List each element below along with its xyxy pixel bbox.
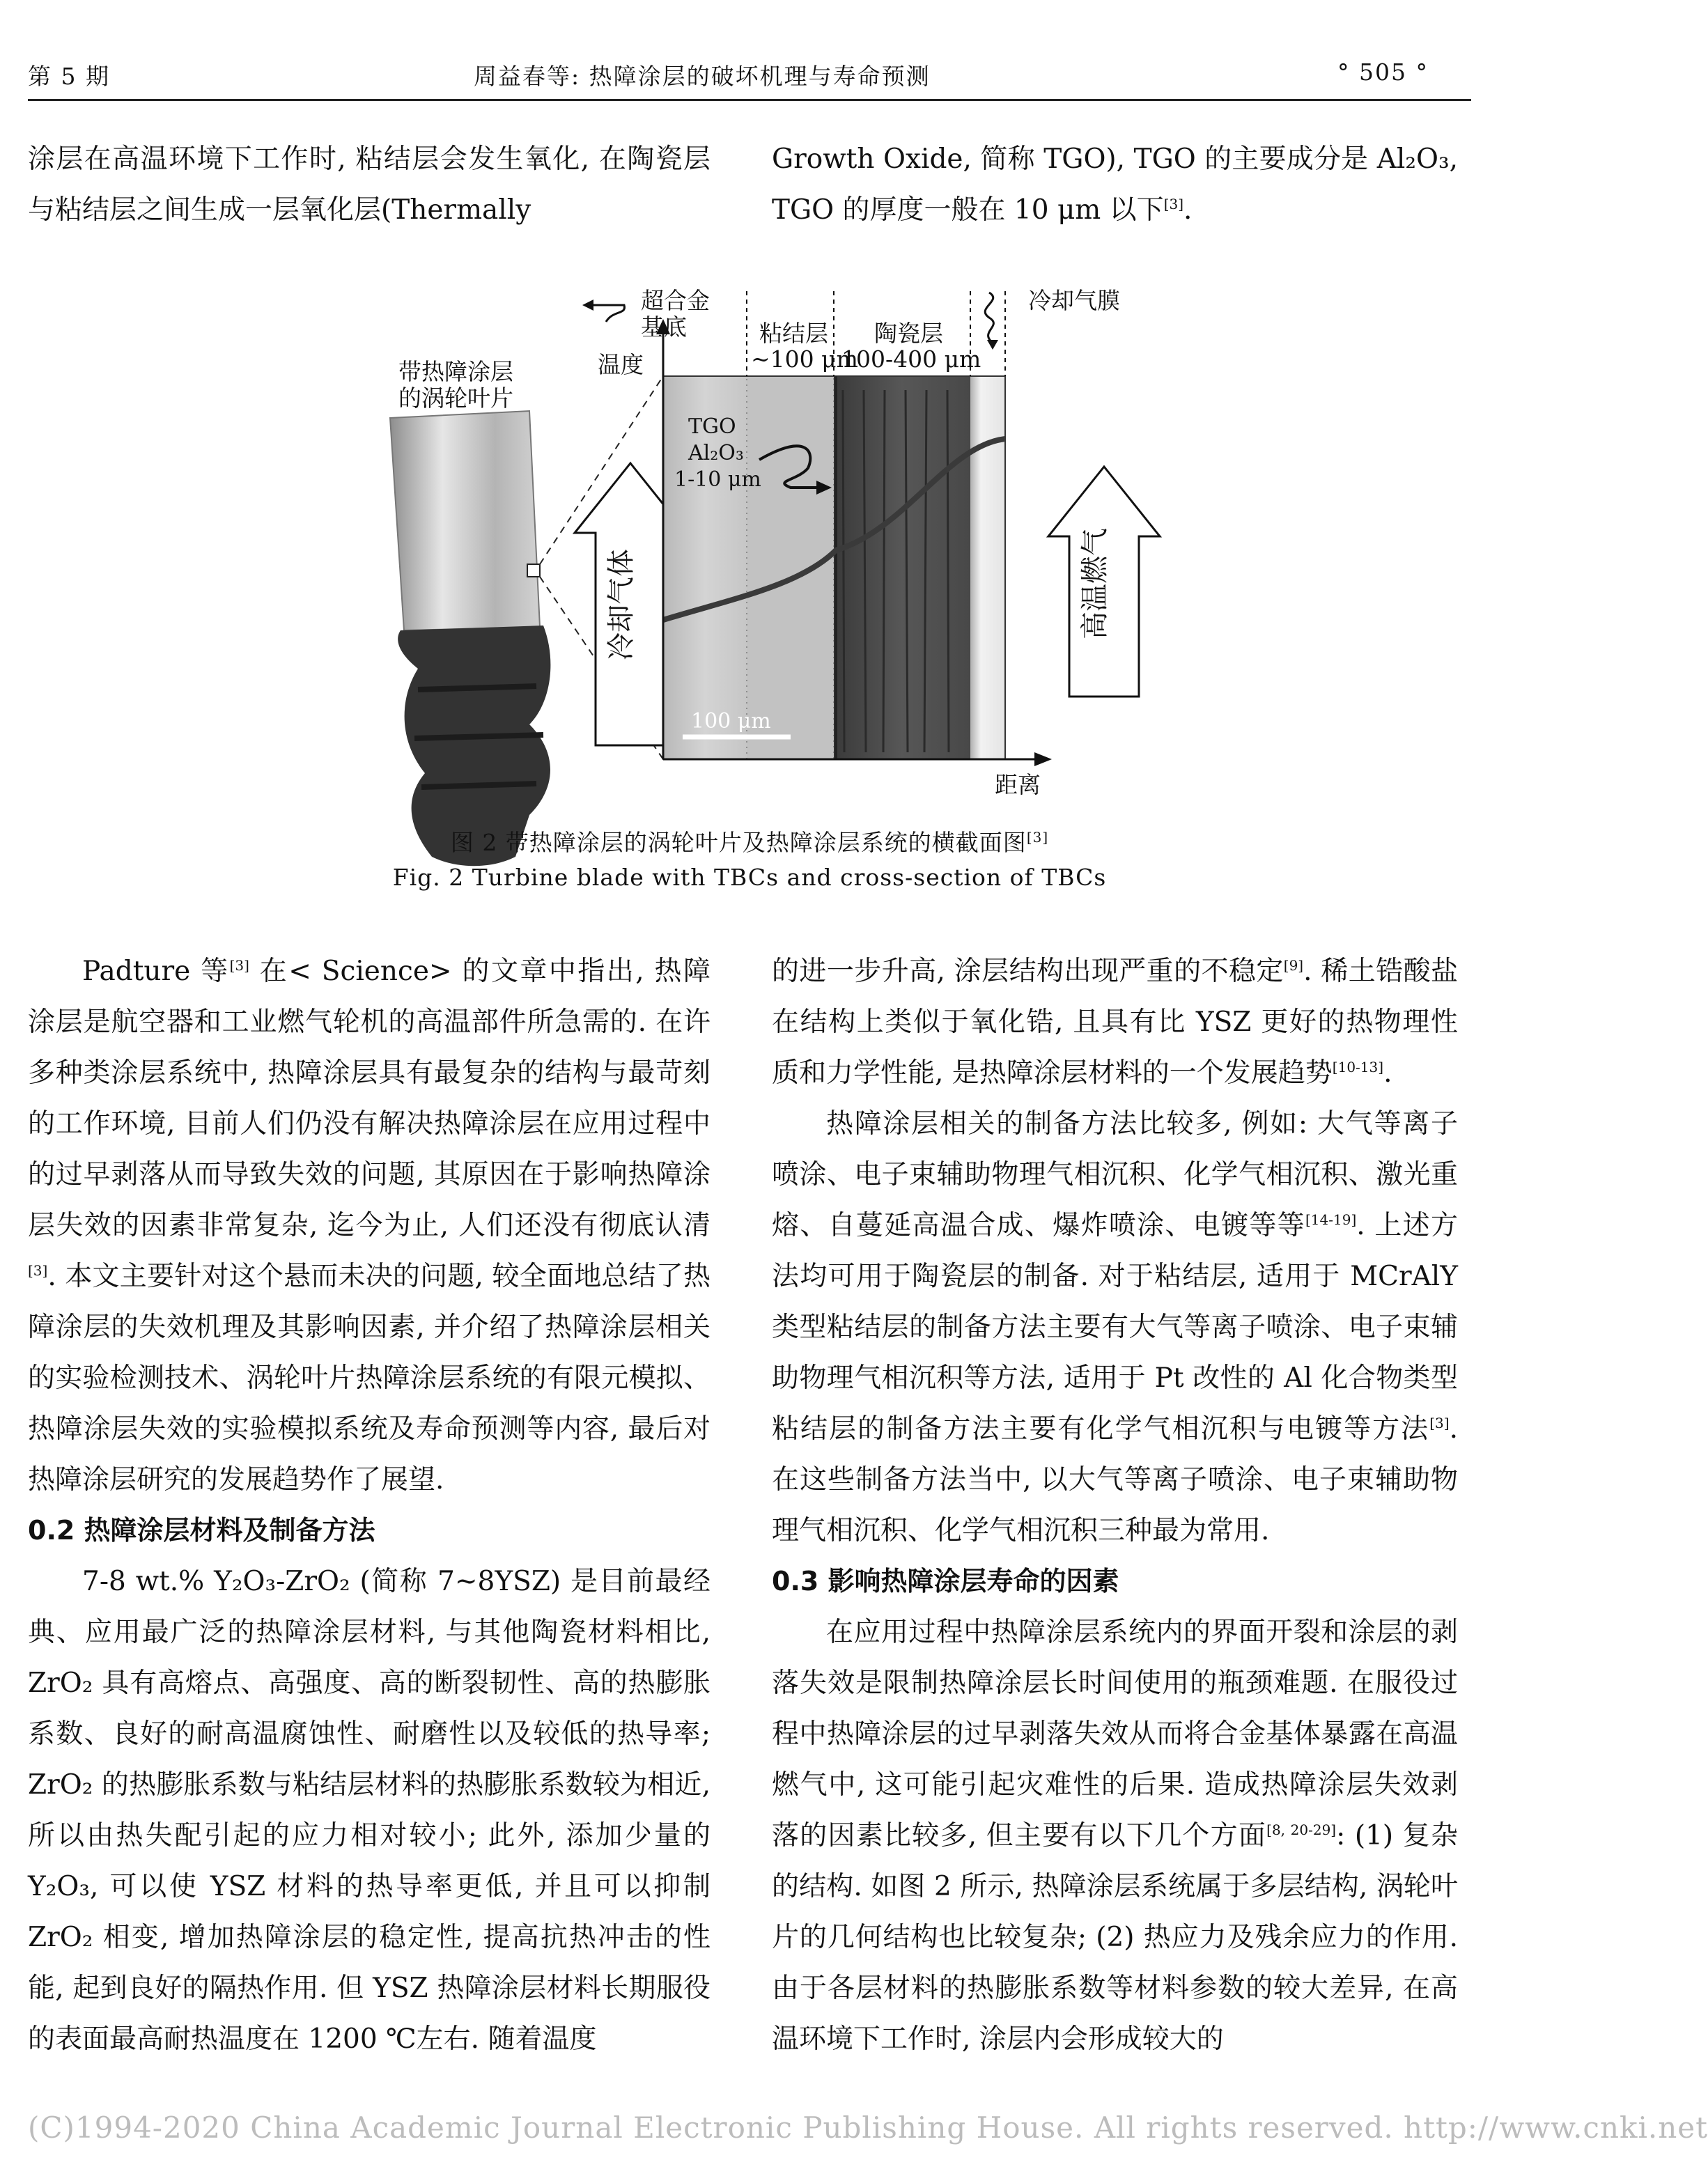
left-paragraph-1 [28, 946, 711, 1505]
tgo-label-1: TGO [688, 414, 736, 439]
text-run: . 上述方法均可用于陶瓷层的制备. 对于粘结层, 适用于 MCrAlY 类型粘结层的制备方法主要有大气等离子喷涂、电子束辅助物理气相沉积等方法, 适用于 Pt 改性的 Al 化合物类型粘结层的制备方法主要有化学气相沉积与电镀等方法 [772, 1210, 1458, 1445]
citation: [9] [1283, 957, 1304, 974]
scale-label: 100 μm [691, 709, 771, 733]
citation: [3] [229, 957, 249, 974]
page-number: ° 505 ° [1337, 59, 1429, 86]
caption-cn [0, 825, 1499, 857]
section-heading-0-2: 0.2 热障涂层材料及制备方法 [28, 1515, 375, 1546]
text-run: . [1383, 1057, 1392, 1089]
temperature-label: 温度 [598, 351, 644, 378]
right-paragraph-3 [772, 1607, 1458, 2065]
text-run: . 在这些制备方法当中, 以大气等离子喷涂、电子束辅助物理气相沉积、化学气相沉积三种最为常用. [772, 1413, 1458, 1546]
turbine-blade-image [390, 411, 550, 866]
left-paragraph-2: 7-8 wt.% Y₂O₃-ZrO₂ (简称 7~8YSZ) 是目前最经典、应用最广泛的热障涂层材料, 与其他陶瓷材料相比, ZrO₂ 具有高熔点、高强度、高的断裂韧性、高的热膨胀系数、良好的耐高温腐蚀性、耐磨性以及较低的热导率; ZrO₂ 的热膨胀系数与粘结层材料的热膨胀系数较为相近, 所以由热失配引起的应力相对较小; 此外, 添加少量的 Y₂O₃, 可以使 YSZ 材料的热导率更低, 并且可以抑制 ZrO₂ 相变, 增加热障涂层的稳定性, 提高抗热冲击的性能, 起到良好的隔热作用. 但 YSZ 热障涂层材料长期服役的表面最高耐热温度在 1200 ℃左右. 随着温度 [28, 1566, 711, 2055]
text-run: 的进一步升高, 涂层结构出现严重的不稳定 [772, 956, 1284, 987]
cooling-gas-label: 冷却气体 [605, 549, 637, 660]
section-heading-0-3: 0.3 影响热障涂层寿命的因素 [772, 1566, 1119, 1596]
right-paragraph-2 [772, 1098, 1458, 1556]
blade-label-2: 的涡轮叶片 [398, 384, 513, 412]
citation: [10-13] [1332, 1059, 1384, 1075]
text-run: . 本文主要针对这个悬而未决的问题, 较全面地总结了热障涂层的失效机理及其影响因素, 并介绍了热障涂层相关的实验检测技术、涡轮叶片热障涂层系统的有限元模拟、热障涂层失效的实验模拟系统及寿命预测等内容, 最后对热障涂层研究的发展趋势作了展望. [28, 1261, 711, 1495]
citation: [3] [1026, 829, 1049, 846]
citation: [3] [28, 1262, 48, 1279]
bond-coat-label: 粘结层 [759, 320, 828, 347]
bond-coat-thickness: ~100 μm [751, 345, 858, 373]
caption-cn-text: 图 2 带热障涂层的涡轮叶片及热障涂层系统的横截面图 [450, 829, 1027, 856]
top-right-text-a: Growth Oxide, 简称 TGO), TGO 的主要成分是 Al₂O₃, TGO 的厚度一般在 10 μm 以下 [772, 143, 1458, 226]
right-column [772, 946, 1458, 2065]
text-run: . 稀土锆酸盐在结构上类似于氧化锆, 且具有比 YSZ 更好的热物理性质和力学性能, 是热障涂层材料的一个发展趋势 [772, 956, 1458, 1089]
ceramic-label: 陶瓷层 [874, 320, 943, 347]
hot-gas-label: 高温燃气 [1079, 528, 1111, 639]
copyright-footer: (C)1994-2020 China Academic Journal Electronic Publishing House. All rights reserved. http://www.cnki.net [28, 2111, 1708, 2145]
substrate-label-2: 基底 [641, 313, 687, 341]
cooling-film-arrow [985, 293, 993, 343]
substrate-label-1: 超合金 [641, 287, 710, 314]
left-column [28, 946, 711, 2065]
text-run: Padture 等 [82, 956, 230, 987]
text-run: 在< Science> 的文章中指出, 热障涂层是航空器和工业燃气轮机的高温部件所急需的. 在许多种类涂层系统中, 热障涂层具有最复杂的结构与最苛刻的工作环境, 目前人们仍没有解决热障涂层在应用过程中的过早剥落从而导致失效的问题, 其原因在于影响热障涂层失效的因素非常复杂, 迄今为止, 人们还没有彻底认清 [28, 956, 711, 1241]
top-right-text-b: . [1183, 194, 1193, 226]
text-run: 在应用过程中热障涂层系统内的界面开裂和涂层的剥落失效是限制热障涂层长时间使用的瓶颈难题. 在服役过程中热障涂层的过早剥落失效从而将合金基体暴露在高温燃气中, 这可能引起灾难性的后果. 造成热障涂层失效剥落的因素比较多, 但主要有以下几个方面 [772, 1617, 1458, 1851]
citation: [14-19] [1305, 1211, 1357, 1228]
top-left-paragraph: 涂层在高温环境下工作时, 粘结层会发生氧化, 在陶瓷层与粘结层之间生成一层氧化层(Thermally [28, 143, 711, 226]
journal-issue: 第 5 期 [28, 63, 110, 90]
cooling-film-label: 冷却气膜 [1028, 287, 1120, 314]
right-paragraph-1 [772, 946, 1458, 1098]
tgo-label-2: Al₂O₃ [688, 441, 744, 465]
citation: [3] [1163, 196, 1184, 212]
citation: [3] [1429, 1415, 1450, 1431]
blade-label-1: 带热障涂层 [398, 358, 513, 385]
distance-label: 距离 [995, 771, 1041, 798]
text-run: : (1) 复杂的结构. 如图 2 所示, 热障涂层系统属于多层结构, 涡轮叶片的几何结构也比较复杂; (2) 热应力及残余应力的作用. 由于各层材料的热膨胀系数等材料参数的较大差异, 在高温环境下工作时, 涂层内会形成较大的 [772, 1820, 1459, 2055]
citation: [8, 20-29] [1266, 1821, 1337, 1838]
text-run: 热障涂层相关的制备方法比较多, 例如: 大气等离子喷涂、电子束辅助物理气相沉积、化学气相沉积、激光重熔、自蔓延高温合成、爆炸喷涂、电镀等等 [772, 1108, 1458, 1241]
caption-en: Fig. 2 Turbine blade with TBCs and cross-section of TBCs [392, 864, 1107, 891]
tgo-label-3: 1-10 μm [674, 467, 761, 492]
running-title: 周益春等: 热障涂层的破坏机理与寿命预测 [474, 63, 931, 90]
zoom-box [527, 564, 540, 577]
ceramic-thickness: 100-400 μm [841, 345, 981, 373]
